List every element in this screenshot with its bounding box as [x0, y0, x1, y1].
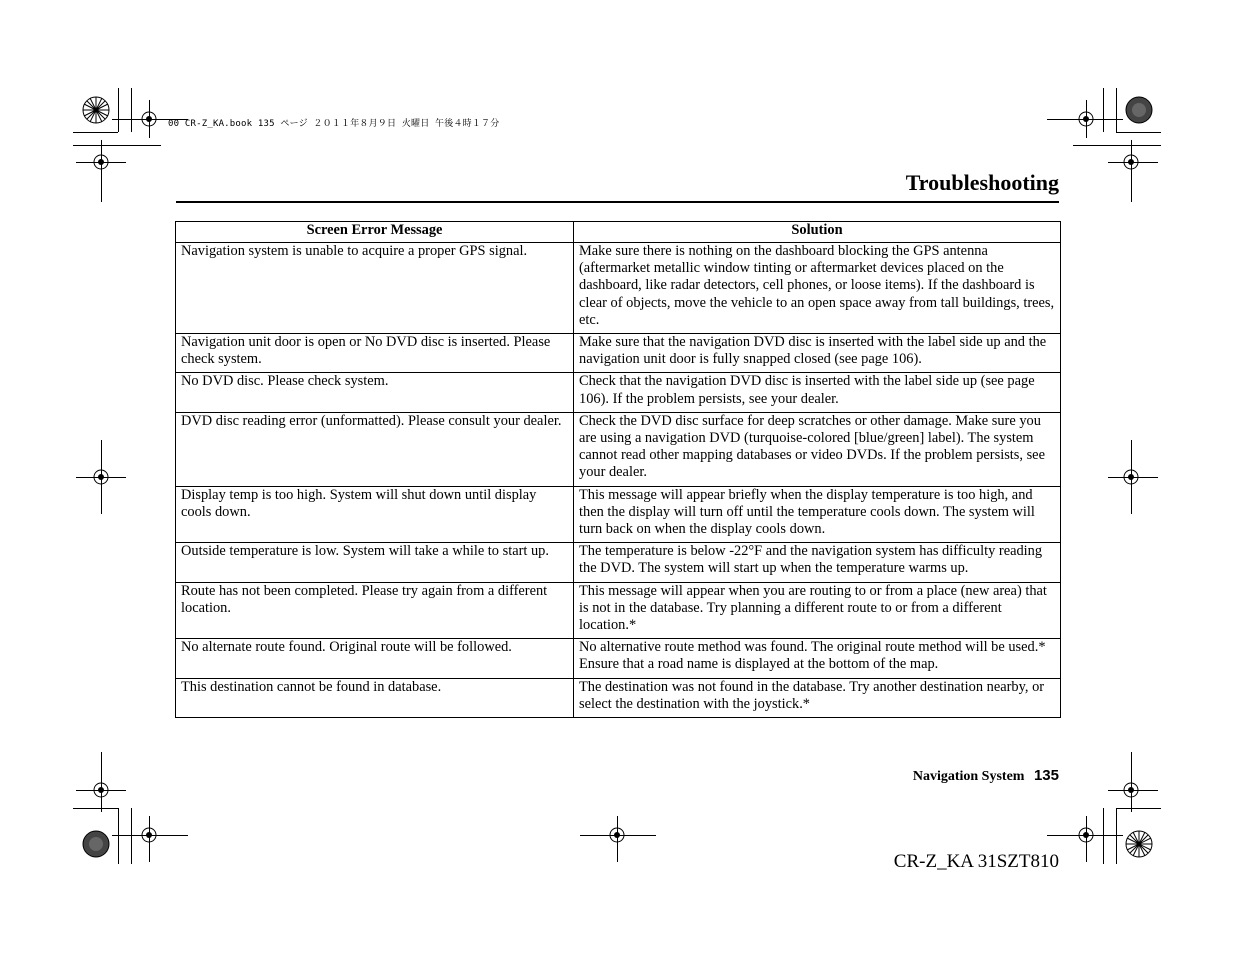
solution-text: The temperature is below -22°F and the navigation system has difficulty reading the DVD. The system will start up when the temperature warms up.	[579, 543, 1043, 577]
solution-cell	[574, 582, 1061, 639]
color-bar-circle-icon	[82, 830, 110, 858]
solution-text: The destination was not found in the database. Try another destination nearby, or select the destination with the joystick.*	[579, 678, 1045, 712]
solution-text: No alternative route method was found. The original route method will be used.*	[579, 639, 1046, 656]
column-header-solution: Solution	[574, 222, 1061, 243]
table-row	[176, 373, 1061, 412]
error-message-cell: Navigation unit door is open or No DVD disc is inserted. Please check system.	[176, 334, 574, 373]
solution-cell	[574, 412, 1061, 486]
registration-mark-icon	[92, 781, 110, 799]
error-message-cell: DVD disc reading error (unformatted). Please consult your dealer.	[176, 412, 574, 486]
solution-text: This message will appear briefly when the display temperature is too high, and then the display will turn off until the temperature cools down. The system will turn back on when the display cools down.	[579, 486, 1035, 538]
solution-cell	[574, 486, 1061, 543]
page-footer	[913, 767, 1059, 785]
solution-text: Check the DVD disc surface for deep scratches or other damage. Make sure you are using a navigation DVD (turquoise-colored [blue/green] label). The system cannot read other mapping databases or video DVDs. If the problem persists, see your dealer.	[579, 412, 1045, 481]
error-message-cell: No alternate route found. Original route will be followed.	[176, 639, 574, 678]
table-row	[176, 639, 1061, 678]
print-slug: 00 CR-Z_KA.book 135 ページ ２０１１年８月９日 火曜日 午後４時１７分	[168, 119, 500, 129]
solution-text: Ensure that a road name is displayed at the bottom of the map.	[579, 656, 939, 673]
table-row	[176, 334, 1061, 373]
table-row	[176, 243, 1061, 334]
table-header-row	[176, 222, 1061, 243]
solution-text: Make sure that the navigation DVD disc is inserted with the label side up and the navigation unit door is fully snapped closed (see page 106).	[579, 334, 1047, 368]
page-title: Troubleshooting	[905, 170, 1059, 195]
table-row	[176, 582, 1061, 639]
solution-text: Make sure there is nothing on the dashboard blocking the GPS antenna (aftermarket metallic window tinting or aftermarket devices placed on the dashboard, like radar detectors, cell phones, or loose items). If the dashboard is clear of objects, move the vehicle to an open space away from tall buildings, trees, etc.	[579, 243, 1055, 328]
registration-mark-icon	[1122, 468, 1140, 486]
error-message-cell: No DVD disc. Please check system.	[176, 373, 574, 412]
solution-cell	[574, 373, 1061, 412]
solution-cell	[574, 678, 1061, 717]
troubleshooting-table	[175, 221, 1061, 718]
color-bar-circle-icon	[82, 96, 110, 124]
registration-mark-icon	[140, 110, 158, 128]
registration-mark-icon	[92, 468, 110, 486]
color-bar-circle-icon	[1125, 830, 1153, 858]
registration-mark-icon	[1077, 826, 1095, 844]
solution-text: This message will appear when you are routing to or from a place (new area) that is not in the database. Try planning a different route to or from a different location.*	[579, 582, 1047, 634]
error-message-cell: Display temp is too high. System will shut down until display cools down.	[176, 486, 574, 543]
registration-mark-icon	[1077, 110, 1095, 128]
solution-cell	[574, 243, 1061, 334]
table-row	[176, 543, 1061, 582]
document-code: CR-Z_KA 31SZT810	[893, 851, 1059, 872]
color-bar-circle-icon	[1125, 96, 1153, 124]
table-row	[176, 412, 1061, 486]
registration-mark-icon	[1122, 781, 1140, 799]
registration-mark-icon	[608, 826, 626, 844]
error-message-cell: This destination cannot be found in database.	[176, 678, 574, 717]
footer-section-name: Navigation System	[912, 769, 1025, 784]
error-message-cell: Navigation system is unable to acquire a proper GPS signal.	[176, 243, 574, 334]
solution-text: Check that the navigation DVD disc is inserted with the label side up (see page 106). If the problem persists, see your dealer.	[579, 373, 1035, 407]
registration-mark-icon	[1122, 153, 1140, 171]
page-number: 135	[1033, 767, 1059, 784]
table-row	[176, 486, 1061, 543]
solution-cell	[574, 543, 1061, 582]
title-rule	[176, 201, 1059, 203]
error-message-cell: Route has not been completed. Please try again from a different location.	[176, 582, 574, 639]
column-header-message: Screen Error Message	[176, 222, 574, 243]
error-message-cell: Outside temperature is low. System will take a while to start up.	[176, 543, 574, 582]
table-row	[176, 678, 1061, 717]
registration-mark-icon	[140, 826, 158, 844]
registration-mark-icon	[92, 153, 110, 171]
solution-cell	[574, 639, 1061, 678]
solution-cell	[574, 334, 1061, 373]
